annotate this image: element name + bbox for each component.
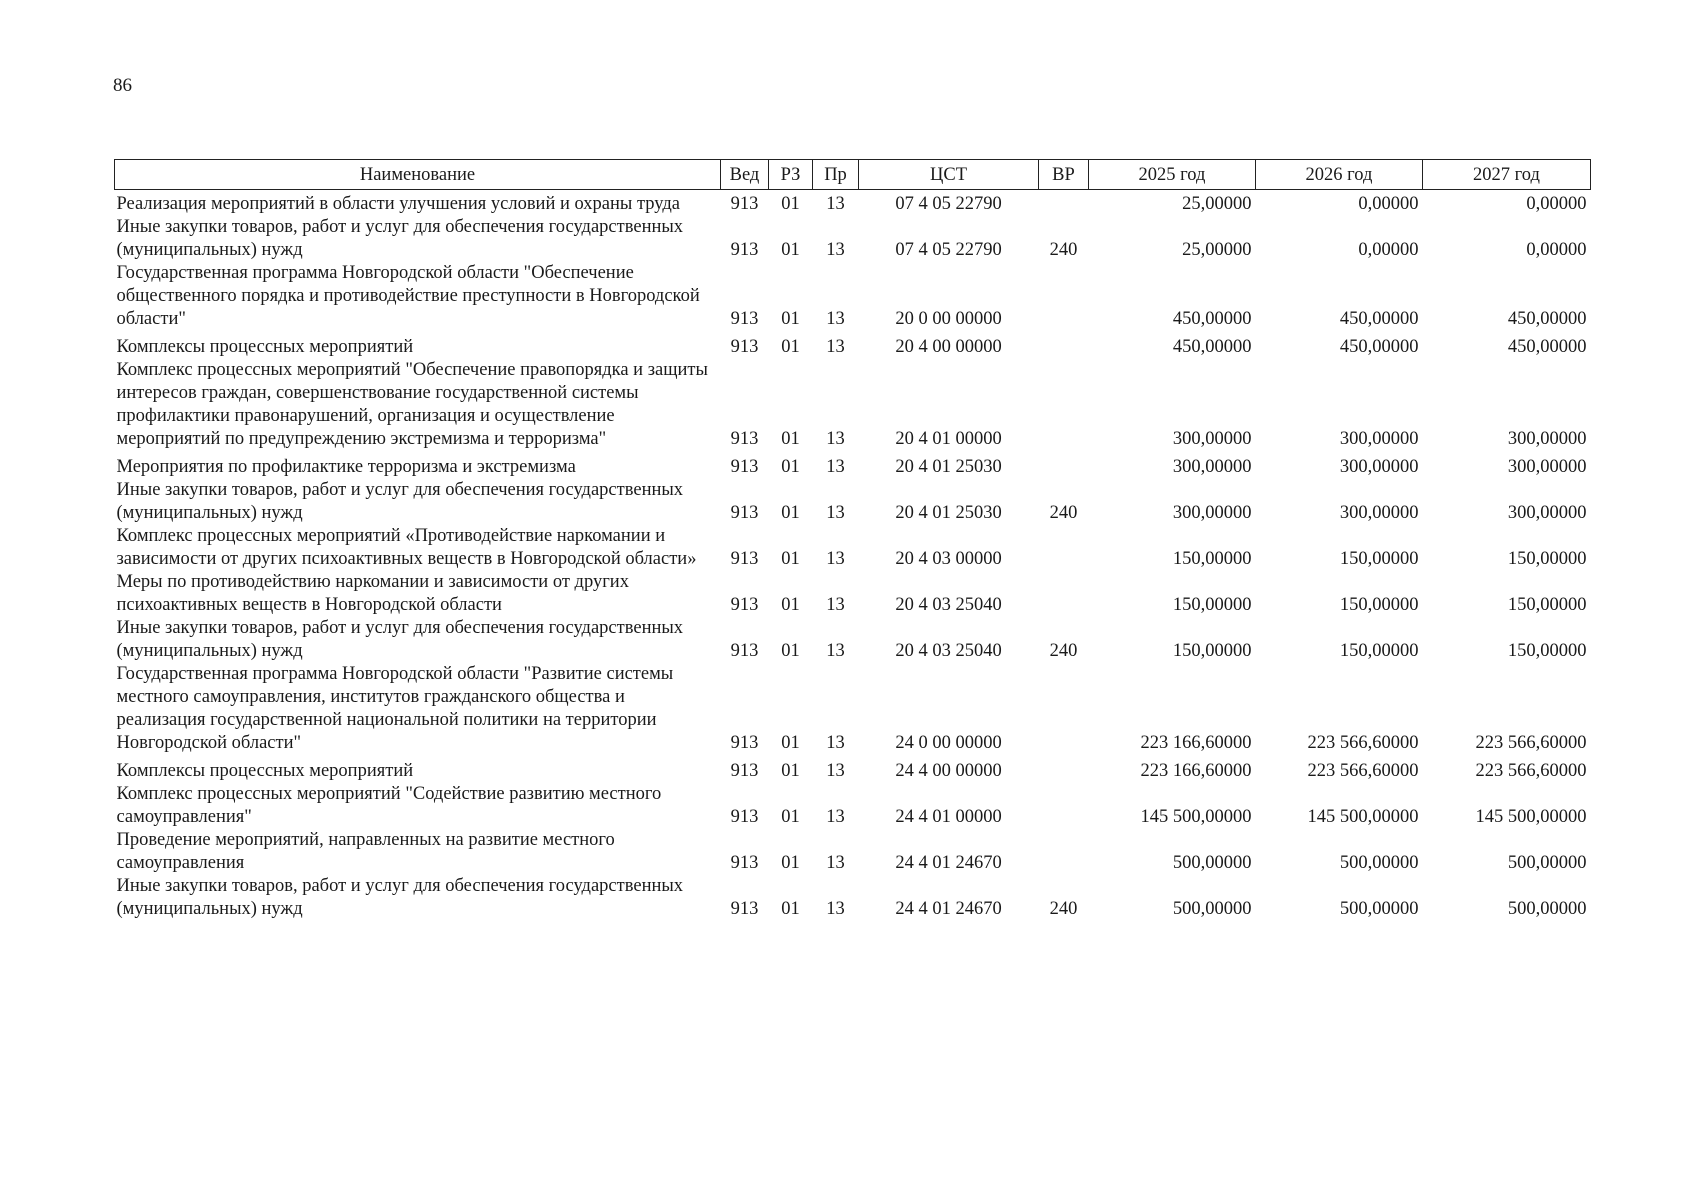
row-name: Государственная программа Новгородской области "Обеспечение общественного порядка и противодействие преступности в Новгородской области" <box>116 263 700 329</box>
row-name: Комплексы процессных мероприятий <box>116 337 414 357</box>
header-rz: РЗ <box>769 160 813 190</box>
row-rz: 01 <box>781 549 800 569</box>
row-name: Мероприятия по профилактике терроризма и экстремизма <box>116 457 576 477</box>
row-cst: 20 4 01 00000 <box>895 429 1002 449</box>
row-pr: 13 <box>826 733 845 753</box>
row-rz: 01 <box>781 761 800 781</box>
row-cst: 07 4 05 22790 <box>895 194 1002 214</box>
table-row <box>115 451 1591 479</box>
row-value-2027: 0,00000 <box>1526 194 1587 214</box>
row-rz: 01 <box>781 807 800 827</box>
row-value-2025: 150,00000 <box>1172 595 1252 615</box>
row-pr: 13 <box>826 549 845 569</box>
row-value-2025: 145 500,00000 <box>1140 807 1252 827</box>
row-rz: 01 <box>781 337 800 357</box>
table-row <box>115 262 1591 331</box>
row-value-2026: 150,00000 <box>1339 641 1419 661</box>
row-cst: 20 0 00 00000 <box>895 309 1002 329</box>
header-row <box>115 160 1591 190</box>
table-row <box>115 525 1591 571</box>
row-value-2027: 450,00000 <box>1507 309 1587 329</box>
row-value-2027: 223 566,60000 <box>1475 733 1587 753</box>
header-ved: Вед <box>721 160 769 190</box>
row-name: Проведение мероприятий, направленных на развитие местного самоуправления <box>116 830 615 873</box>
row-value-2026: 450,00000 <box>1339 309 1419 329</box>
row-ved: 913 <box>730 240 759 260</box>
row-value-2025: 223 166,60000 <box>1140 761 1252 781</box>
table-row <box>115 829 1591 875</box>
row-cst: 24 4 00 00000 <box>895 761 1002 781</box>
row-vr <box>1039 571 1089 617</box>
row-ved: 913 <box>730 899 759 919</box>
table-row <box>115 571 1591 617</box>
row-name: Иные закупки товаров, работ и услуг для обеспечения государственных (муниципальных) нужд <box>116 480 684 523</box>
row-cst: 20 4 01 25030 <box>895 457 1002 477</box>
row-cst: 20 4 01 25030 <box>895 503 1002 523</box>
row-value-2025: 150,00000 <box>1172 641 1252 661</box>
row-value-2026: 223 566,60000 <box>1307 733 1419 753</box>
table-row <box>115 783 1591 829</box>
row-rz: 01 <box>781 240 800 260</box>
row-ved: 913 <box>730 503 759 523</box>
row-ved: 913 <box>730 194 759 214</box>
row-name: Комплекс процессных мероприятий "Обеспечение правопорядка и защиты интересов граждан, совершенствование государственной системы профилактики правонарушений, организация и осуществление мероприятий по предупреждению экстремизма и терроризма" <box>116 360 708 449</box>
row-vr: 240 <box>1049 240 1078 260</box>
row-vr <box>1039 663 1089 755</box>
row-vr <box>1039 451 1089 479</box>
row-ved: 913 <box>730 807 759 827</box>
row-value-2027: 450,00000 <box>1507 337 1587 357</box>
header-2027: 2027 год <box>1423 160 1591 190</box>
row-pr: 13 <box>826 807 845 827</box>
row-pr: 13 <box>826 240 845 260</box>
table-body <box>115 190 1591 922</box>
row-value-2026: 300,00000 <box>1339 429 1419 449</box>
row-value-2026: 150,00000 <box>1339 595 1419 615</box>
row-ved: 913 <box>730 457 759 477</box>
row-ved: 913 <box>730 641 759 661</box>
row-value-2026: 223 566,60000 <box>1307 761 1419 781</box>
row-ved: 913 <box>730 595 759 615</box>
row-cst: 07 4 05 22790 <box>895 240 1002 260</box>
table-row <box>115 875 1591 921</box>
row-value-2026: 150,00000 <box>1339 549 1419 569</box>
row-ved: 913 <box>730 549 759 569</box>
row-value-2026: 450,00000 <box>1339 337 1419 357</box>
table-row <box>115 331 1591 359</box>
row-rz: 01 <box>781 641 800 661</box>
row-pr: 13 <box>826 194 845 214</box>
row-cst: 20 4 03 00000 <box>895 549 1002 569</box>
row-value-2026: 300,00000 <box>1339 457 1419 477</box>
row-vr <box>1039 331 1089 359</box>
row-value-2027: 300,00000 <box>1507 457 1587 477</box>
row-vr <box>1039 190 1089 217</box>
table-row <box>115 663 1591 755</box>
row-pr: 13 <box>826 853 845 873</box>
table-row <box>115 479 1591 525</box>
page-number: 86 <box>113 75 132 96</box>
row-value-2025: 25,00000 <box>1182 240 1252 260</box>
row-name: Иные закупки товаров, работ и услуг для обеспечения государственных (муниципальных) нужд <box>116 618 684 661</box>
row-value-2027: 300,00000 <box>1507 429 1587 449</box>
row-pr: 13 <box>826 641 845 661</box>
row-cst: 24 4 01 00000 <box>895 807 1002 827</box>
row-value-2026: 0,00000 <box>1358 240 1419 260</box>
row-rz: 01 <box>781 733 800 753</box>
row-value-2025: 300,00000 <box>1172 457 1252 477</box>
row-value-2025: 450,00000 <box>1172 309 1252 329</box>
row-rz: 01 <box>781 503 800 523</box>
header-pr: Пр <box>813 160 859 190</box>
row-vr: 240 <box>1049 503 1078 523</box>
row-name: Государственная программа Новгородской области "Развитие системы местного самоуправления, институтов гражданского общества и реализация государственной национальной политики на территории Новгородской области" <box>116 664 674 753</box>
row-value-2027: 300,00000 <box>1507 503 1587 523</box>
header-cst: ЦСТ <box>859 160 1039 190</box>
header-2025: 2025 год <box>1089 160 1256 190</box>
row-vr <box>1039 783 1089 829</box>
row-name: Иные закупки товаров, работ и услуг для обеспечения государственных (муниципальных) нужд <box>116 217 684 260</box>
row-name: Меры по противодействию наркомании и зависимости от других психоактивных веществ в Новгородской области <box>116 572 629 615</box>
row-name: Реализация мероприятий в области улучшения условий и охраны труда <box>116 194 680 214</box>
row-pr: 13 <box>826 337 845 357</box>
row-value-2027: 150,00000 <box>1507 549 1587 569</box>
row-value-2026: 300,00000 <box>1339 503 1419 523</box>
row-ved: 913 <box>730 853 759 873</box>
row-value-2025: 500,00000 <box>1172 853 1252 873</box>
row-cst: 24 4 01 24670 <box>895 899 1002 919</box>
row-value-2027: 500,00000 <box>1507 899 1587 919</box>
row-value-2027: 500,00000 <box>1507 853 1587 873</box>
row-vr <box>1039 829 1089 875</box>
table-row <box>115 190 1591 217</box>
row-vr <box>1039 525 1089 571</box>
row-name: Комплексы процессных мероприятий <box>116 761 414 781</box>
row-rz: 01 <box>781 853 800 873</box>
row-value-2025: 223 166,60000 <box>1140 733 1252 753</box>
row-value-2027: 145 500,00000 <box>1475 807 1587 827</box>
row-cst: 24 0 00 00000 <box>895 733 1002 753</box>
row-vr <box>1039 262 1089 331</box>
row-ved: 913 <box>730 337 759 357</box>
header-name: Наименование <box>115 160 721 190</box>
row-pr: 13 <box>826 429 845 449</box>
row-rz: 01 <box>781 194 800 214</box>
row-value-2026: 500,00000 <box>1339 853 1419 873</box>
row-value-2026: 500,00000 <box>1339 899 1419 919</box>
row-ved: 913 <box>730 733 759 753</box>
row-vr: 240 <box>1049 899 1078 919</box>
row-name: Комплекс процессных мероприятий «Противодействие наркомании и зависимости от других психоактивных веществ в Новгородской области» <box>116 526 697 569</box>
table-header <box>115 160 1591 190</box>
row-ved: 913 <box>730 429 759 449</box>
header-vr: ВР <box>1039 160 1089 190</box>
row-value-2026: 145 500,00000 <box>1307 807 1419 827</box>
row-name: Иные закупки товаров, работ и услуг для обеспечения государственных (муниципальных) нужд <box>116 876 684 919</box>
row-name: Комплекс процессных мероприятий "Содействие развитию местного самоуправления" <box>116 784 662 827</box>
row-pr: 13 <box>826 503 845 523</box>
row-vr <box>1039 359 1089 451</box>
table-row <box>115 755 1591 783</box>
row-pr: 13 <box>826 457 845 477</box>
table-row <box>115 359 1591 451</box>
header-2026: 2026 год <box>1256 160 1423 190</box>
row-cst: 24 4 01 24670 <box>895 853 1002 873</box>
row-value-2025: 300,00000 <box>1172 429 1252 449</box>
row-rz: 01 <box>781 595 800 615</box>
row-value-2027: 150,00000 <box>1507 641 1587 661</box>
row-value-2027: 0,00000 <box>1526 240 1587 260</box>
row-cst: 20 4 03 25040 <box>895 595 1002 615</box>
row-value-2025: 500,00000 <box>1172 899 1252 919</box>
row-rz: 01 <box>781 429 800 449</box>
row-value-2027: 150,00000 <box>1507 595 1587 615</box>
row-ved: 913 <box>730 761 759 781</box>
row-vr <box>1039 755 1089 783</box>
table-row <box>115 617 1591 663</box>
row-value-2027: 223 566,60000 <box>1475 761 1587 781</box>
row-pr: 13 <box>826 595 845 615</box>
row-value-2025: 150,00000 <box>1172 549 1252 569</box>
table-row <box>115 216 1591 262</box>
row-value-2026: 0,00000 <box>1358 194 1419 214</box>
row-pr: 13 <box>826 899 845 919</box>
budget-table <box>114 159 1591 921</box>
row-pr: 13 <box>826 309 845 329</box>
row-value-2025: 450,00000 <box>1172 337 1252 357</box>
row-rz: 01 <box>781 457 800 477</box>
row-ved: 913 <box>730 309 759 329</box>
row-value-2025: 300,00000 <box>1172 503 1252 523</box>
row-rz: 01 <box>781 309 800 329</box>
row-cst: 20 4 03 25040 <box>895 641 1002 661</box>
row-rz: 01 <box>781 899 800 919</box>
row-vr: 240 <box>1049 641 1078 661</box>
row-cst: 20 4 00 00000 <box>895 337 1002 357</box>
row-value-2025: 25,00000 <box>1182 194 1252 214</box>
row-pr: 13 <box>826 761 845 781</box>
